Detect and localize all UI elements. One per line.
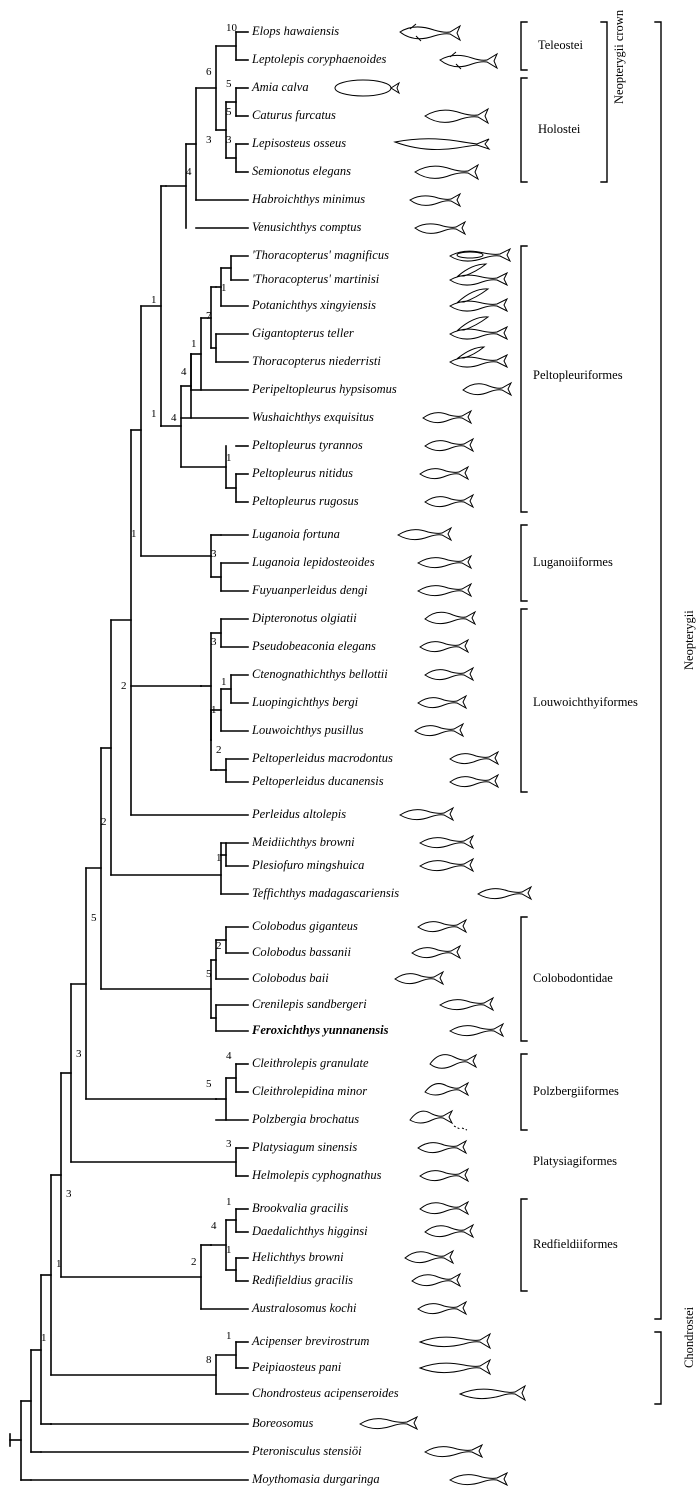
- node-support-value: 1: [226, 1330, 232, 1342]
- clade-label: Redfieldiiformes: [533, 1237, 618, 1251]
- node-support-value: 4: [186, 166, 192, 178]
- taxon-label: Peltoperleidus macrodontus: [252, 751, 393, 765]
- node-support-value: 2: [191, 1256, 197, 1268]
- node-support-value: 1: [221, 676, 227, 688]
- node-support-value: 2: [216, 940, 222, 952]
- node-support-value: 6: [206, 66, 212, 78]
- node-support-value: 1: [226, 1196, 232, 1208]
- taxon-label: Perleidus altolepis: [252, 807, 347, 821]
- taxon-label: 'Thoracopterus' martinisi: [252, 272, 380, 286]
- node-support-value: 2: [121, 680, 127, 692]
- taxon-label: Wushaichthys exquisitus: [252, 410, 374, 424]
- taxon-label: Peipiaosteus pani: [252, 1360, 342, 1374]
- taxon-label: Lepisosteus osseus: [252, 136, 347, 150]
- taxon-label: Redifieldius gracilis: [252, 1273, 354, 1287]
- node-support-value: 1: [56, 1258, 62, 1270]
- node-support-value: 5: [226, 106, 232, 118]
- clade-label: Luganoiiformes: [533, 555, 613, 569]
- node-support-value: 3: [211, 636, 217, 648]
- taxon-label: Venusichthys comptus: [252, 220, 362, 234]
- taxon-label: Amia calva: [252, 80, 309, 94]
- taxon-label: Peltoperleidus ducanensis: [252, 774, 384, 788]
- node-support-value: 10: [226, 22, 237, 34]
- node-support-value: 2: [101, 816, 107, 828]
- node-support-value: 1: [191, 338, 197, 350]
- node-support-value: 1: [41, 1332, 47, 1344]
- taxon-label: Helichthys browni: [252, 1250, 344, 1264]
- taxon-label: Australosomus kochi: [252, 1301, 357, 1315]
- node-support-value: 3: [66, 1188, 72, 1200]
- taxon-label: Gigantopterus teller: [252, 326, 354, 340]
- taxon-label: Dipteronotus olgiatii: [252, 611, 357, 625]
- node-support-value: 4: [171, 412, 177, 424]
- taxon-label: Colobodus bassanii: [252, 945, 351, 959]
- taxon-label: Elops hawaiensis: [252, 24, 340, 38]
- taxon-label: Pseudobeaconia elegans: [252, 639, 376, 653]
- taxon-label: Caturus furcatus: [252, 108, 336, 122]
- taxon-label: Fuyuanperleidus dengi: [252, 583, 368, 597]
- taxon-label: Crenilepis sandbergeri: [252, 997, 367, 1011]
- clade-label: Platysiagiformes: [533, 1154, 618, 1168]
- taxon-label: Chondrosteus acipenseroides: [252, 1386, 399, 1400]
- node-support-value: 3: [76, 1048, 82, 1060]
- taxon-label: Cleithrolepidina minor: [252, 1084, 368, 1098]
- node-support-value: 1: [216, 852, 222, 864]
- taxon-label: Luganoia fortuna: [252, 527, 340, 541]
- clade-label: Teleostei: [538, 38, 583, 52]
- node-support-value: 3: [206, 134, 212, 146]
- taxon-label: Boreosomus: [252, 1416, 314, 1430]
- taxon-label: Moythomasia durgaringa: [252, 1472, 380, 1486]
- taxon-label: Louwoichthys pusillus: [252, 723, 364, 737]
- node-support-value: 2: [216, 744, 222, 756]
- node-support-value: 3: [211, 548, 217, 560]
- taxon-label: Thoracopterus niederristi: [252, 354, 381, 368]
- taxon-label: Leptolepis coryphaenoides: [252, 52, 387, 66]
- taxon-label: Peltopleurus nitidus: [252, 466, 354, 480]
- taxon-label: Semionotus elegans: [252, 164, 351, 178]
- clade-label: Louwoichthyiformes: [533, 695, 638, 709]
- node-support-value: 1: [226, 1244, 232, 1256]
- node-support-value: 8: [206, 1354, 212, 1366]
- taxon-label: Cleithrolepis granulate: [252, 1056, 369, 1070]
- node-support-value: 4: [226, 1050, 232, 1062]
- clade-label: Peltopleuriformes: [533, 368, 623, 382]
- node-support-value: 1: [151, 294, 157, 306]
- clade-label: Colobodontidae: [533, 971, 613, 985]
- clade-label: Neopterygii crown: [612, 9, 626, 104]
- taxon-label: Peripeltopleurus hypsisomus: [252, 382, 397, 396]
- node-support-value: 5: [206, 968, 212, 980]
- taxon-label: Luopingichthys bergi: [252, 695, 359, 709]
- taxon-label: Acipenser brevirostrum: [252, 1334, 370, 1348]
- taxon-label: Meidiichthys browni: [252, 835, 355, 849]
- node-support-value: 1: [131, 528, 137, 540]
- taxon-label: Teffichthys madagascariensis: [252, 886, 400, 900]
- node-support-value: 1: [211, 704, 217, 716]
- clade-label: Holostei: [538, 122, 581, 136]
- node-support-value: 4: [211, 1220, 217, 1232]
- taxon-label: Helmolepis cyphognathus: [252, 1168, 382, 1182]
- taxon-label: Potanichthys xingyiensis: [252, 298, 376, 312]
- node-support-value: 3: [226, 134, 232, 146]
- clade-label: Chondrostei: [682, 1306, 696, 1368]
- taxon-label: Peltopleurus tyrannos: [252, 438, 363, 452]
- node-support-value: 5: [206, 1078, 212, 1090]
- node-support-value: 1: [221, 282, 227, 294]
- taxon-label: Feroxichthys yunnanensis: [252, 1023, 389, 1037]
- taxon-label: Peltopleurus rugosus: [252, 494, 359, 508]
- taxon-label: Daedalichthys higginsi: [252, 1224, 368, 1238]
- node-support-value: 1: [226, 452, 232, 464]
- taxon-label: Habroichthys minimus: [252, 192, 366, 206]
- taxon-label: 'Thoracopterus' magnificus: [252, 248, 389, 262]
- taxon-label: Ctenognathichthys bellottii: [252, 667, 388, 681]
- clade-label: Polzbergiiformes: [533, 1084, 619, 1098]
- taxon-label: Plesiofuro mingshuica: [252, 858, 365, 872]
- taxon-label: Luganoia lepidosteoides: [252, 555, 375, 569]
- node-support-value: 4: [181, 366, 187, 378]
- taxon-label: Pteronisculus stensiöi: [252, 1444, 362, 1458]
- taxon-label: Platysiagum sinensis: [252, 1140, 358, 1154]
- node-support-value: 3: [226, 1138, 232, 1150]
- taxon-label: Polzbergia brochatus: [252, 1112, 360, 1126]
- taxon-label: Brookvalia gracilis: [252, 1201, 349, 1215]
- node-support-value: 5: [226, 78, 232, 90]
- clade-label: Neopterygii: [682, 610, 696, 670]
- node-support-value: 5: [91, 912, 97, 924]
- taxon-label: Colobodus baii: [252, 971, 329, 985]
- taxon-label: Colobodus giganteus: [252, 919, 358, 933]
- node-support-value: 7: [206, 310, 212, 322]
- node-support-value: 1: [151, 408, 157, 420]
